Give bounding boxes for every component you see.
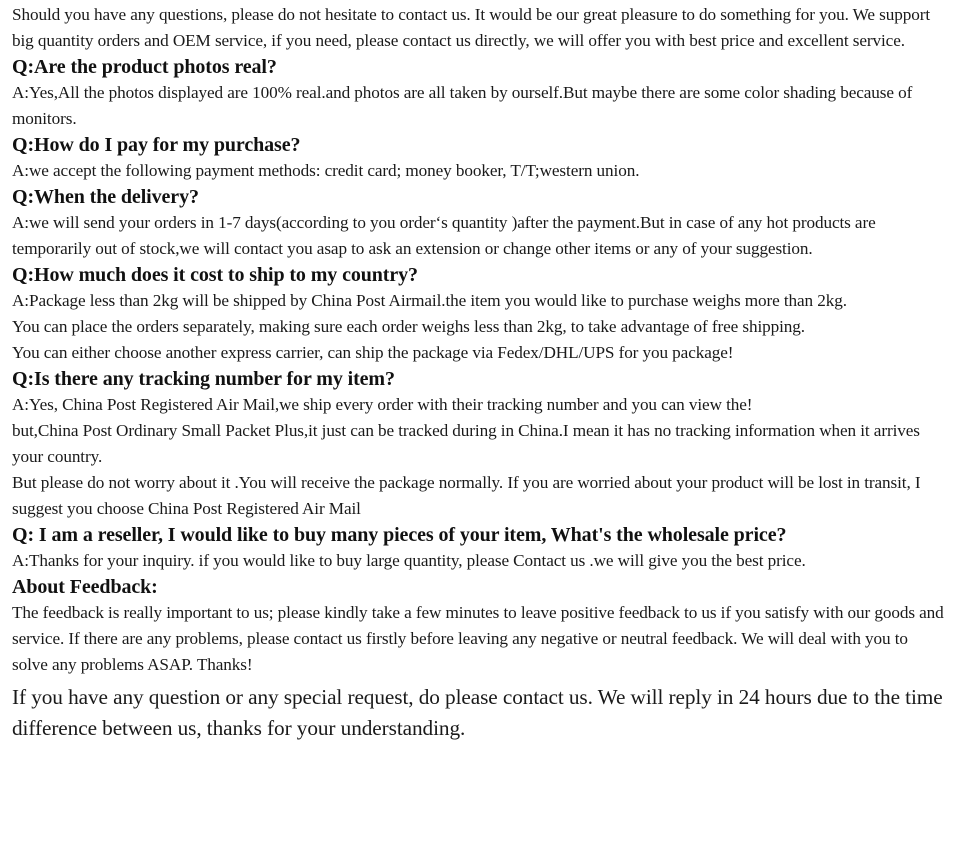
- faq-item-photos: [12, 54, 946, 132]
- answer-text: but,China Post Ordinary Small Packet Plus,it just can be tracked during in China.I mean it has no tracking information when it arrives your country.: [12, 421, 920, 466]
- answer-text: A:we accept the following payment methods: credit card; money booker, T/T;western union.: [12, 161, 640, 180]
- answer-text: A:Yes, China Post Registered Air Mail,we ship every order with their tracking number and you can view the!: [12, 395, 753, 414]
- feedback-heading: About Feedback:: [12, 576, 158, 598]
- intro-paragraph: Should you have any questions, please do not hesitate to contact us. It would be our great pleasure to do something for you. We support big quantity orders and OEM service, if you need, please contact us directly, we will offer you with best price and excellent service.: [12, 5, 930, 50]
- faq-item-payment: [12, 132, 946, 184]
- question-heading: Q: I am a reseller, I would like to buy many pieces of your item, What's the wholesale price?: [12, 524, 787, 546]
- faq-item-shipping-cost: [12, 262, 946, 366]
- question-heading: Q:How much does it cost to ship to my country?: [12, 264, 418, 286]
- faq-item-wholesale: [12, 522, 946, 574]
- answer-text: You can place the orders separately, making sure each order weighs less than 2kg, to take advantage of free shipping.: [12, 317, 805, 336]
- faq-item-tracking: [12, 366, 946, 522]
- question-heading: Q:How do I pay for my purchase?: [12, 134, 301, 156]
- answer-text: A:we will send your orders in 1-7 days(according to you order‘s quantity )after the payment.But in case of any hot products are temporarily out of stock,we will contact you asap to ask an extension or change other items or any of your suggestion.: [12, 213, 876, 258]
- question-heading: Q:Is there any tracking number for my item?: [12, 368, 395, 390]
- closing-note: If you have any question or any special request, do please contact us. We will reply in 24 hours due to the time difference between us, thanks for your understanding.: [12, 685, 943, 740]
- feedback-body: The feedback is really important to us; please kindly take a few minutes to leave positive feedback to us if you satisfy with our goods and service. If there are any problems, please contact us firstly before leaving any negative or neutral feedback. We will deal with you to solve any problems ASAP. Thanks!: [12, 603, 944, 674]
- question-heading: Q:Are the product photos real?: [12, 56, 277, 78]
- answer-text: A:Thanks for your inquiry. if you would like to buy large quantity, please Contact us .we will give you the best price.: [12, 551, 806, 570]
- answer-text: A:Yes,All the photos displayed are 100% real.and photos are all taken by ourself.But maybe there are some color shading because of monitors.: [12, 83, 913, 128]
- feedback-section: [12, 574, 946, 678]
- answer-text: You can either choose another express carrier, can ship the package via Fedex/DHL/UPS for you package!: [12, 343, 734, 362]
- answer-text: A:Package less than 2kg will be shipped by China Post Airmail.the item you would like to purchase weighs more than 2kg.: [12, 291, 847, 310]
- faq-item-delivery: [12, 184, 946, 262]
- question-heading: Q:When the delivery?: [12, 186, 199, 208]
- answer-text: But please do not worry about it .You will receive the package normally. If you are worried about your product will be lost in transit, I suggest you choose China Post Registered Air Mail: [12, 473, 921, 518]
